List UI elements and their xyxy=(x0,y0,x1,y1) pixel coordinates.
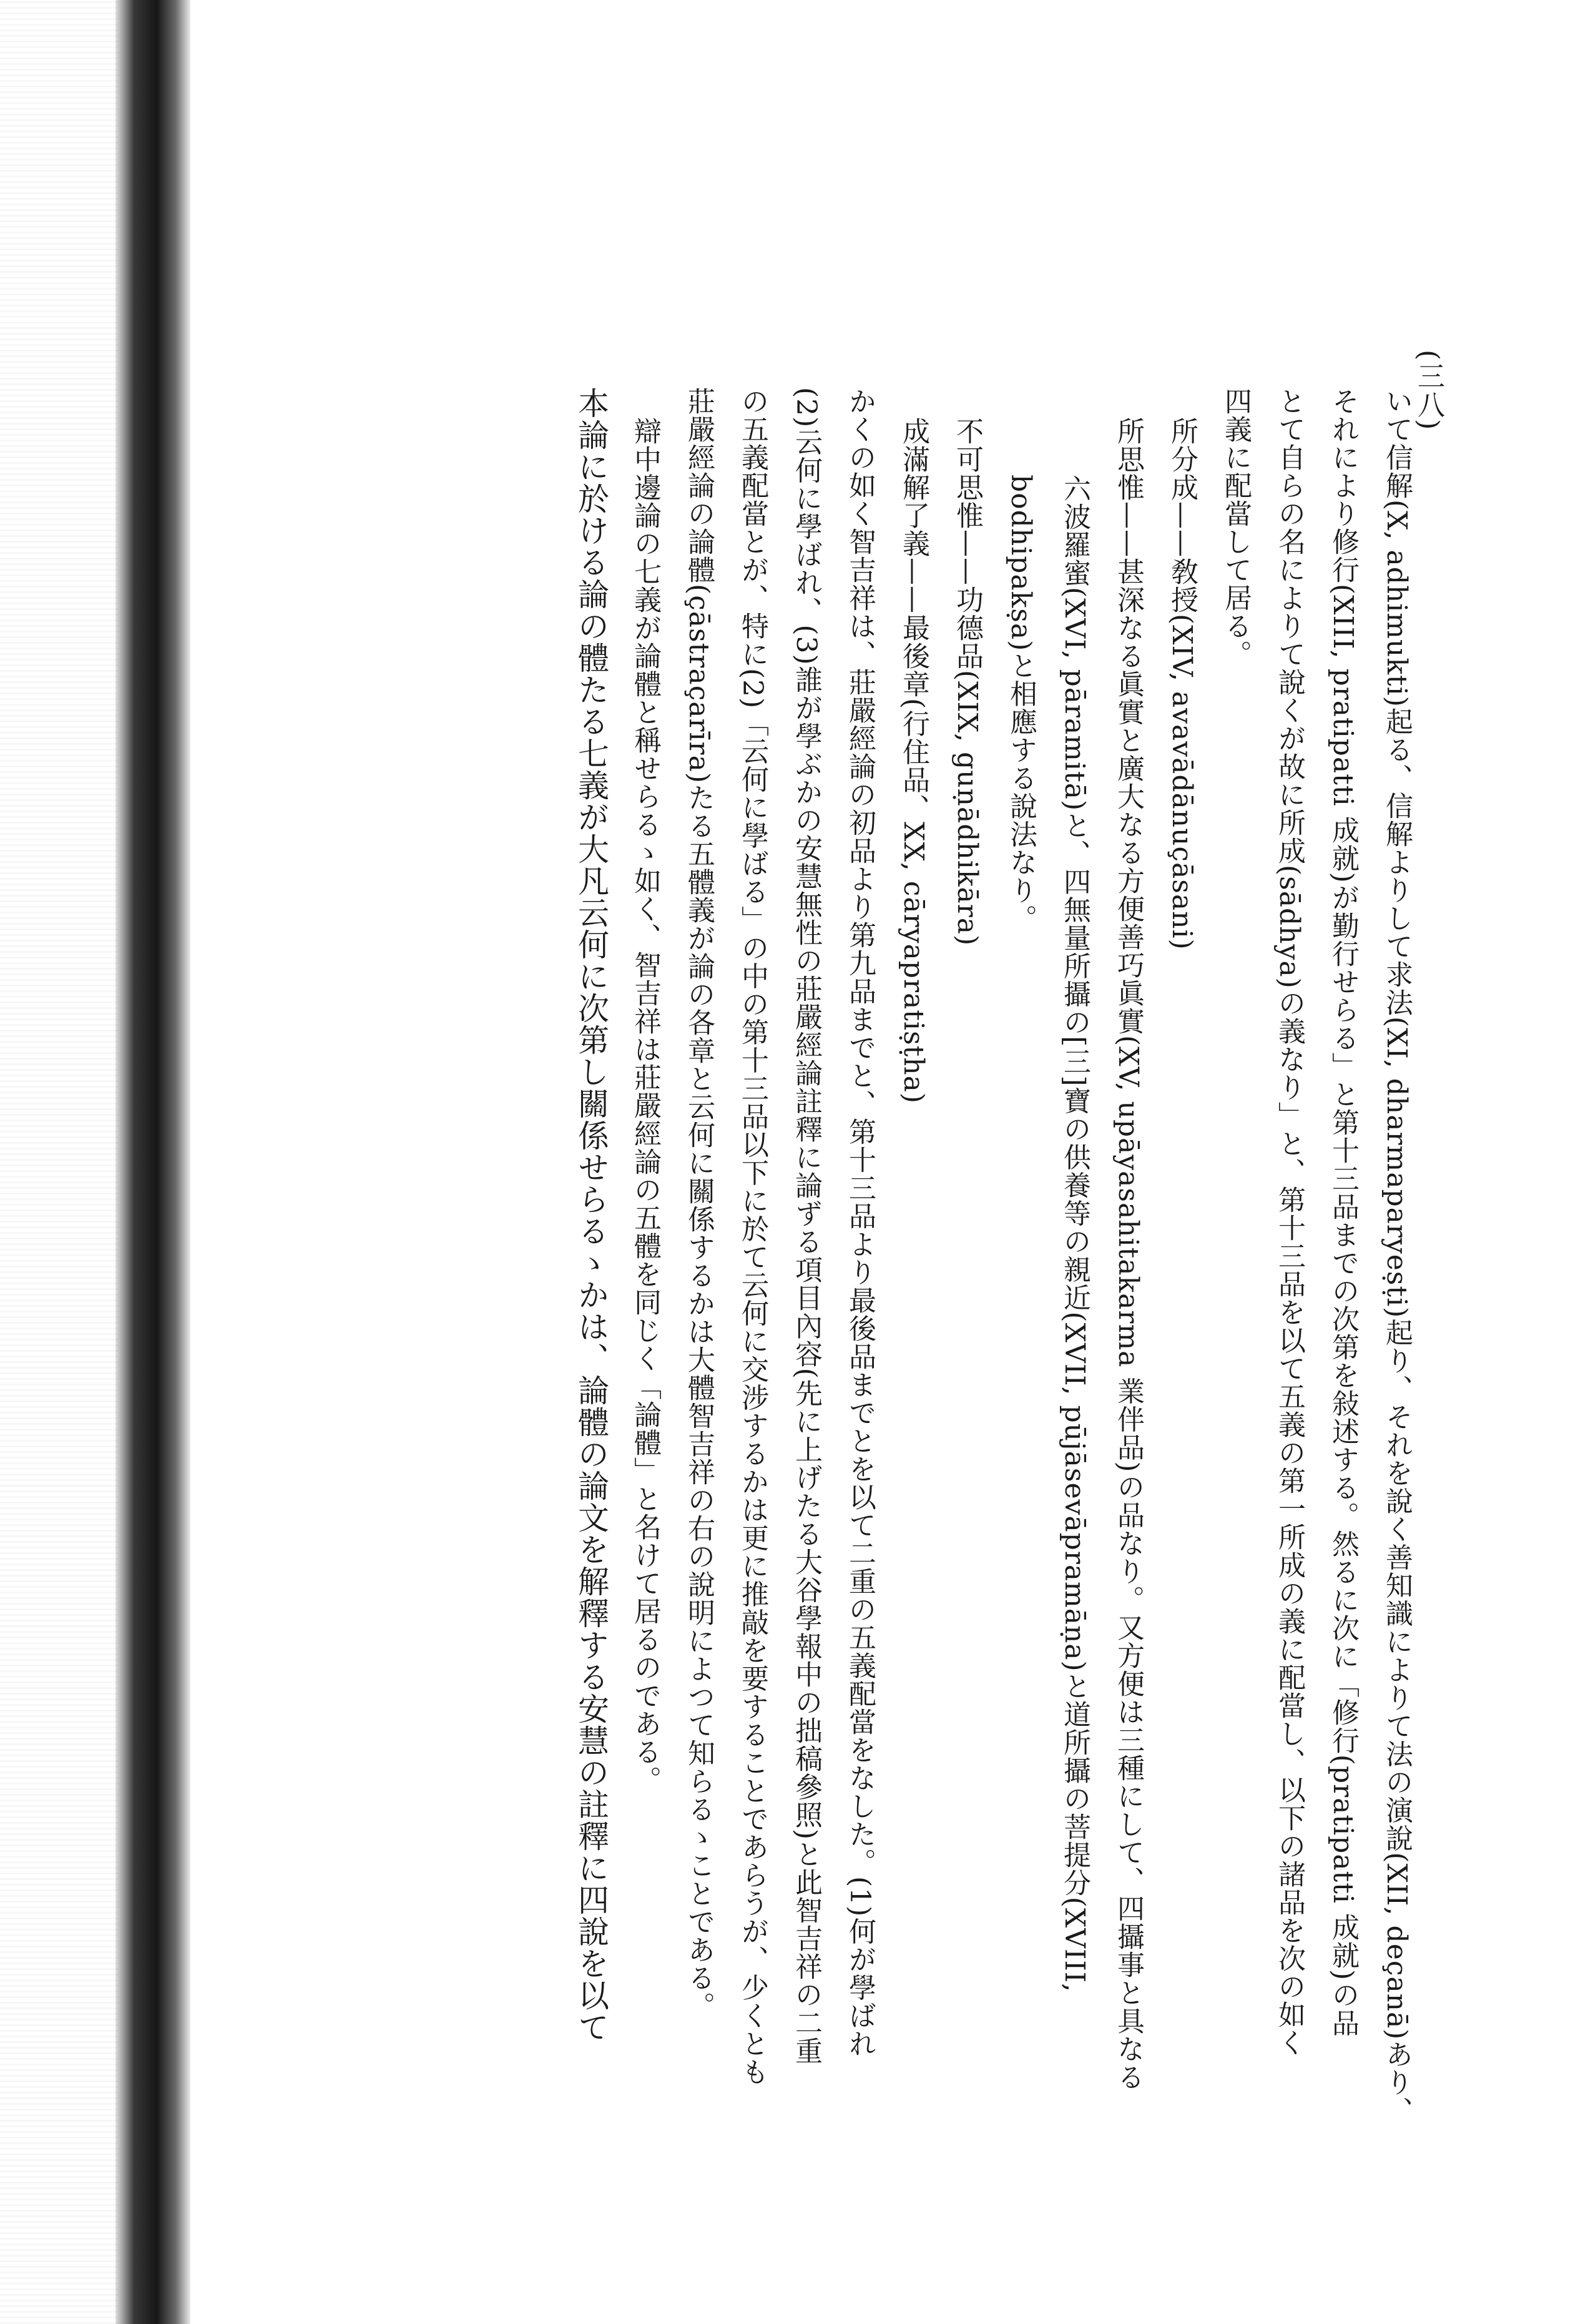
text-column-14: 莊嚴經論の論體(çāstraçarīra)たる五體義が論の各章と云何に關係するかは大體智吉祥の右の說明によつて知らるゝことである。 xyxy=(683,387,715,2020)
text-column-5: 所分成——敎授(XIV, avavādānuçāsani) xyxy=(1166,417,1198,950)
text-column-15: 辯中邊論の七義が論體と稱せらるゝ如く、智吉祥は莊嚴經論の五體を同じく「論體」と名けて居るのである。 xyxy=(629,417,661,1794)
text-column-11: かくの如く智吉祥は、莊嚴經論の初品より第九品までと、第十三品より最後品までとを以て二重の五義配當をなした。(1)何が學ばれ xyxy=(844,387,876,2058)
page-number: (三八) xyxy=(1413,350,1444,431)
text-column-2: それにより修行(XIII, pratipatti 成就)が勤行せらる」と第十三品までの次第を敍述する。然るに次に「修行(pratipatti 成就)の品 xyxy=(1327,387,1359,2037)
text-column-7: 六波羅蜜(XVI, pāramitā)と、四無量所攝の[三]寶の供養等の親近(XVII, pūjāsevāpramāṇa)と道所攝の菩提分(XVIII, xyxy=(1059,475,1090,1993)
book-binding-shadow xyxy=(115,0,190,2324)
text-column-6: 所思惟——甚深なる眞實と廣大なる方便善巧眞實(XV, upāyasahitakarma 業伴品)の品なり。又方便は三種にして、四攝事と具なる xyxy=(1112,417,1144,2091)
scan-edge-texture xyxy=(0,0,119,2324)
text-column-12: (2)云何に學ばれ、(3)誰が學ぶかの安慧無性の莊嚴經論註釋に論ずる項目內容(先に上げたる大谷學報中の拙稿參照)と此智吉祥の二重 xyxy=(790,387,822,2065)
text-column-10: 成滿解了義——最後章(行住品、XX, cāryapratiṣṭha) xyxy=(898,417,929,1104)
text-column-8: bodhipakṣa)と相應する說法なり。 xyxy=(1005,475,1037,933)
page-body xyxy=(564,387,1423,2125)
text-column-13: の五義配當とが、特に(2)「云何に學ばる」の中の第十三品以下に於て云何に交涉するかは更に推敲を要することであらうが、少くとも xyxy=(737,387,768,2086)
text-column-4: 四義に配當して居る。 xyxy=(1220,387,1252,668)
text-column-16: 本論に於ける論の體たる七義が大凡云何に次第し關係せらるゝかは、論體の論文を解釋する安慧の註釋に四說を以て xyxy=(573,387,609,2043)
text-column-9: 不可思惟——功德品(XIX, guṇādhikāra) xyxy=(951,417,983,947)
text-column-1: いて信解(X, adhimukti)起る、信解よりして求法(XI, dharmaparyeṣṭi)起り、それを說く善知識によりて法の演說(XII, deçanā)あり、 xyxy=(1381,387,1413,2125)
text-column-3: とて自らの名によりて說くが故に所成(sādhya)の義なり」と、第十三品を以て五義の第一所成の義に配當し、以下の諸品を次の如く xyxy=(1273,387,1305,2057)
